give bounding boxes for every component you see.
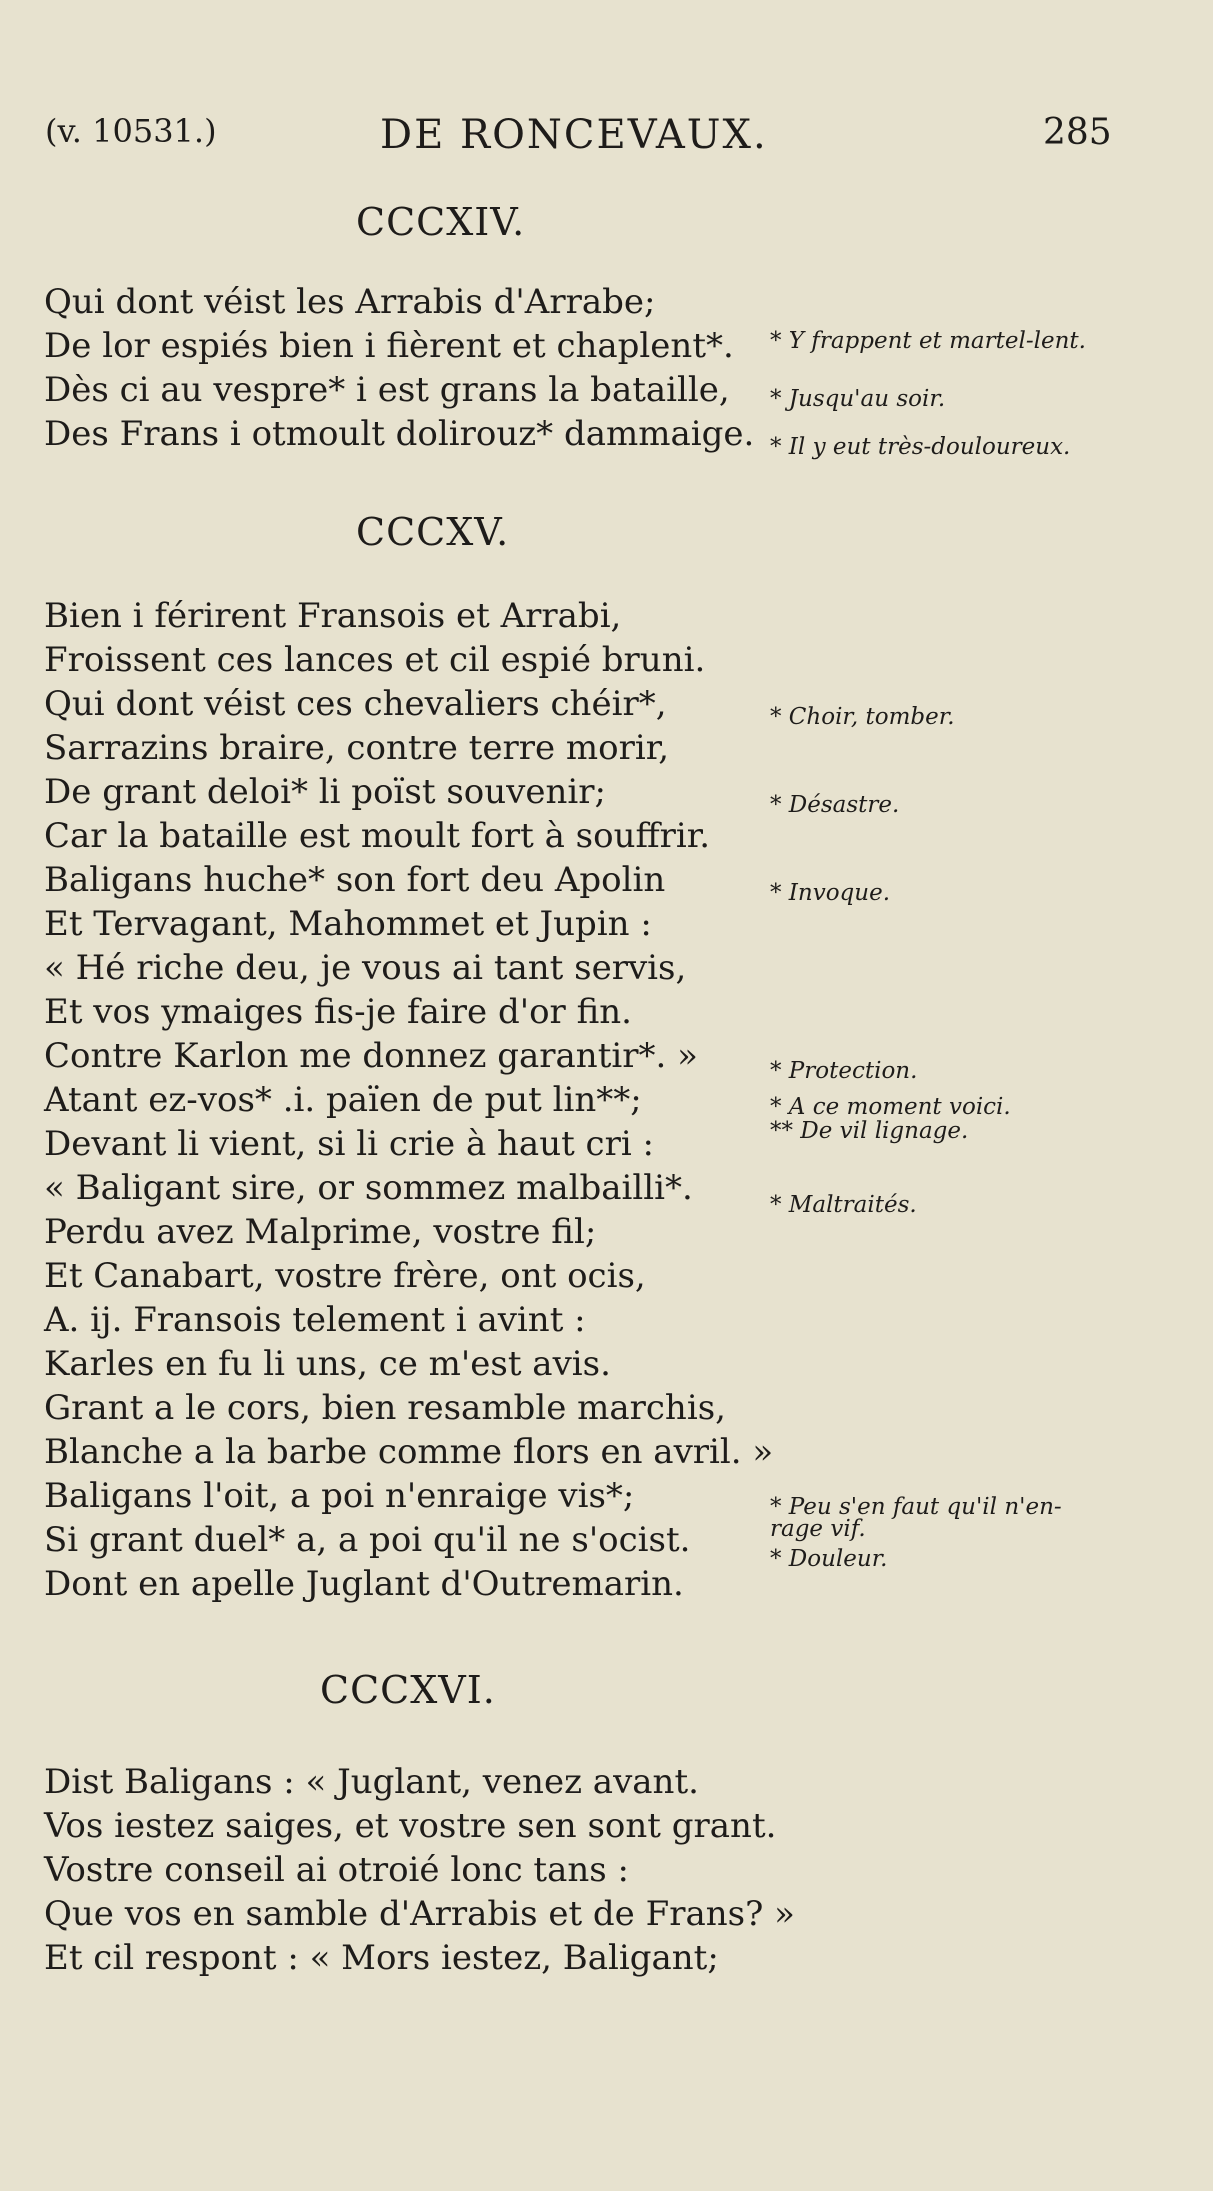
- verse-line: Des Frans i otmoult dolirouz* dammaige.: [44, 414, 755, 454]
- verse-line: Dès ci au vespre* i est grans la bataille,: [44, 370, 730, 410]
- footnote: * Protection.: [770, 1058, 918, 1084]
- verse-line: « Baligant sire, or sommez malbailli*.: [44, 1168, 693, 1208]
- verse-line: Baligans huche* son fort deu Apolin: [44, 860, 666, 900]
- verse-reference: (v. 10531.): [45, 112, 217, 150]
- stanza-title-cccxiv: CCCXIV.: [356, 200, 526, 244]
- verse-line: Perdu avez Malprime, vostre fil;: [44, 1212, 597, 1252]
- verse-line: Karles en fu li uns, ce m'est avis.: [44, 1344, 611, 1384]
- verse-line: Devant li vient, si li crie à haut cri :: [44, 1124, 654, 1164]
- footnote: * Maltraités.: [770, 1192, 917, 1218]
- verse-line: Car la bataille est moult fort à souffrir.: [44, 816, 711, 856]
- verse-line: Contre Karlon me donnez garantir*. »: [44, 1036, 698, 1076]
- verse-line: Si grant duel* a, a poi qu'il ne s'ocist.: [44, 1520, 691, 1560]
- footnote: * Invoque.: [770, 880, 891, 906]
- verse-line: De lor espiés bien i fièrent et chaplent*.: [44, 326, 734, 366]
- footnote: * Douleur.: [770, 1546, 888, 1572]
- verse-line: A. ij. Fransois telement i avint :: [44, 1300, 586, 1340]
- running-title: DE RONCEVAUX.: [380, 112, 768, 158]
- verse-line: Et Canabart, vostre frère, ont ocis,: [44, 1256, 646, 1296]
- verse-line: Qui dont véist ces chevaliers chéir*,: [44, 684, 667, 724]
- footnote: * A ce moment voici.: [770, 1094, 1011, 1120]
- footnote: * Jusqu'au soir.: [770, 386, 946, 412]
- footnote: * Peu s'en faut qu'il n'en-rage vif.: [770, 1494, 1062, 1542]
- footnote: * Désastre.: [770, 792, 900, 818]
- verse-line: Blanche a la barbe comme flors en avril. »: [44, 1432, 774, 1472]
- verse-line: Dist Baligans : « Juglant, venez avant.: [44, 1762, 699, 1802]
- verse-line: « Hé riche deu, je vous ai tant servis,: [44, 948, 687, 988]
- verse-line: Vostre conseil ai otroié lonc tans :: [44, 1850, 629, 1890]
- verse-line: Qui dont véist les Arrabis d'Arrabe;: [44, 282, 656, 322]
- verse-line: Grant a le cors, bien resamble marchis,: [44, 1388, 726, 1428]
- footnote: * Il y eut très-douloureux.: [770, 434, 1071, 460]
- verse-line: Vos iestez saiges, et vostre sen sont grant.: [44, 1806, 777, 1846]
- verse-line: Que vos en samble d'Arrabis et de Frans? »: [44, 1894, 795, 1934]
- verse-line: Dont en apelle Juglant d'Outremarin.: [44, 1564, 684, 1604]
- verse-line: Sarrazins braire, contre terre morir,: [44, 728, 670, 768]
- verse-line: Bien i férirent Fransois et Arrabi,: [44, 596, 622, 636]
- footnote: * Choir, tomber.: [770, 704, 955, 730]
- footnote: ** De vil lignage.: [770, 1118, 969, 1144]
- verse-line: Atant ez-vos* .i. païen de put lin**;: [44, 1080, 642, 1120]
- verse-line: Et cil respont : « Mors iestez, Baligant;: [44, 1938, 719, 1978]
- page-number: 285: [1043, 112, 1112, 153]
- verse-line: Et vos ymaiges fis-je faire d'or fin.: [44, 992, 632, 1032]
- stanza-title-cccxv: CCCXV.: [356, 510, 510, 554]
- stanza-title-cccxvi: CCCXVI.: [320, 1668, 496, 1712]
- verse-line: Froissent ces lances et cil espié bruni.: [44, 640, 706, 680]
- verse-line: De grant deloi* li poïst souvenir;: [44, 772, 606, 812]
- verse-line: Et Tervagant, Mahommet et Jupin :: [44, 904, 652, 944]
- verse-line: Baligans l'oit, a poi n'enraige vis*;: [44, 1476, 635, 1516]
- footnote: * Y frappent et martel-lent.: [770, 328, 1086, 354]
